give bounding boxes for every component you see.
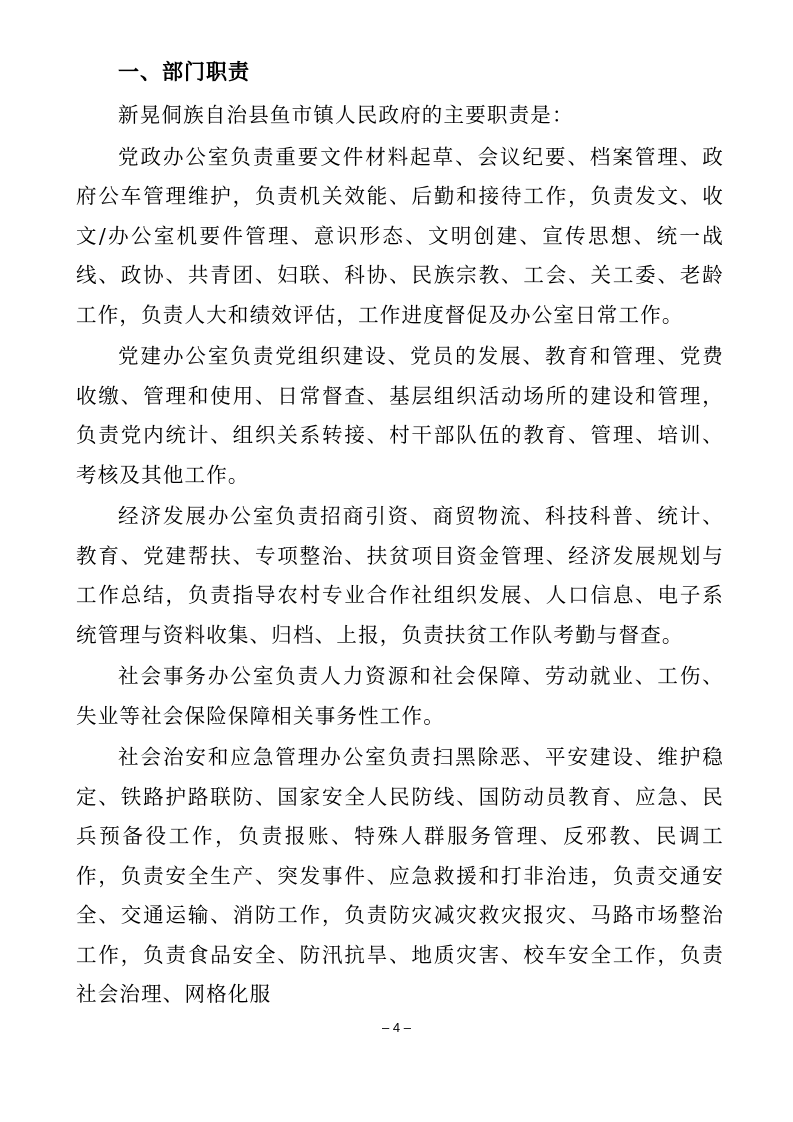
- section-title: 一、部门职责: [118, 60, 250, 84]
- paragraph-economic-development-office: 经济发展办公室负责招商引资、商贸物流、科技科普、统计、教育、党建帮扶、专项整治、扶贫项目资金管理、经济发展规划与工作总结，负责指导农村专业合作社组织发展、人口信息、电子系统管理与资料收集、归档、上报，负责扶贫工作队考勤与督查。: [76, 504, 724, 647]
- paragraph-party-government-office: 党政办公室负责重要文件材料起草、会议纪要、档案管理、政府公车管理维护，负责机关效能、后勤和接待工作，负责发文、收文/办公室机要件管理、意识形态、文明创建、宣传思想、统一战线、政协、共青团、妇联、科协、民族宗教、工会、关工委、老龄工作，负责人大和绩效评估，工作进度督促及办公室日常工作。: [76, 144, 724, 327]
- paragraph-social-affairs-office: 社会事务办公室负责人力资源和社会保障、劳动就业、工伤、失业等社会保险保障相关事务性工作。: [76, 664, 724, 728]
- intro-paragraph: 新晃侗族自治县鱼市镇人民政府的主要职责是：: [118, 103, 574, 127]
- page-number: – 4 –: [382, 1020, 411, 1035]
- paragraph-public-security-office: 社会治安和应急管理办公室负责扫黑除恶、平安建设、维护稳定、铁路护路联防、国家安全人民防线、国防动员教育、应急、民兵预备役工作，负责报账、特殊人群服务管理、反邪教、民调工作，负责安全生产、突发事件、应急救援和打非治违，负责交通安全、交通运输、消防工作，负责防灾减灾救灾报灾、马路市场整治工作，负责食品安全、防汛抗旱、地质灾害、校车安全工作，负责社会治理、网格化服: [76, 745, 724, 1006]
- document-body: [76, 96, 724, 1017]
- paragraph-party-building-office: 党建办公室负责党组织建设、党员的发展、教育和管理、党费收缴、管理和使用、日常督查、基层组织活动场所的建设和管理，负责党内统计、组织关系转接、村干部队伍的教育、管理、培训、考核及其他工作。: [76, 344, 724, 487]
